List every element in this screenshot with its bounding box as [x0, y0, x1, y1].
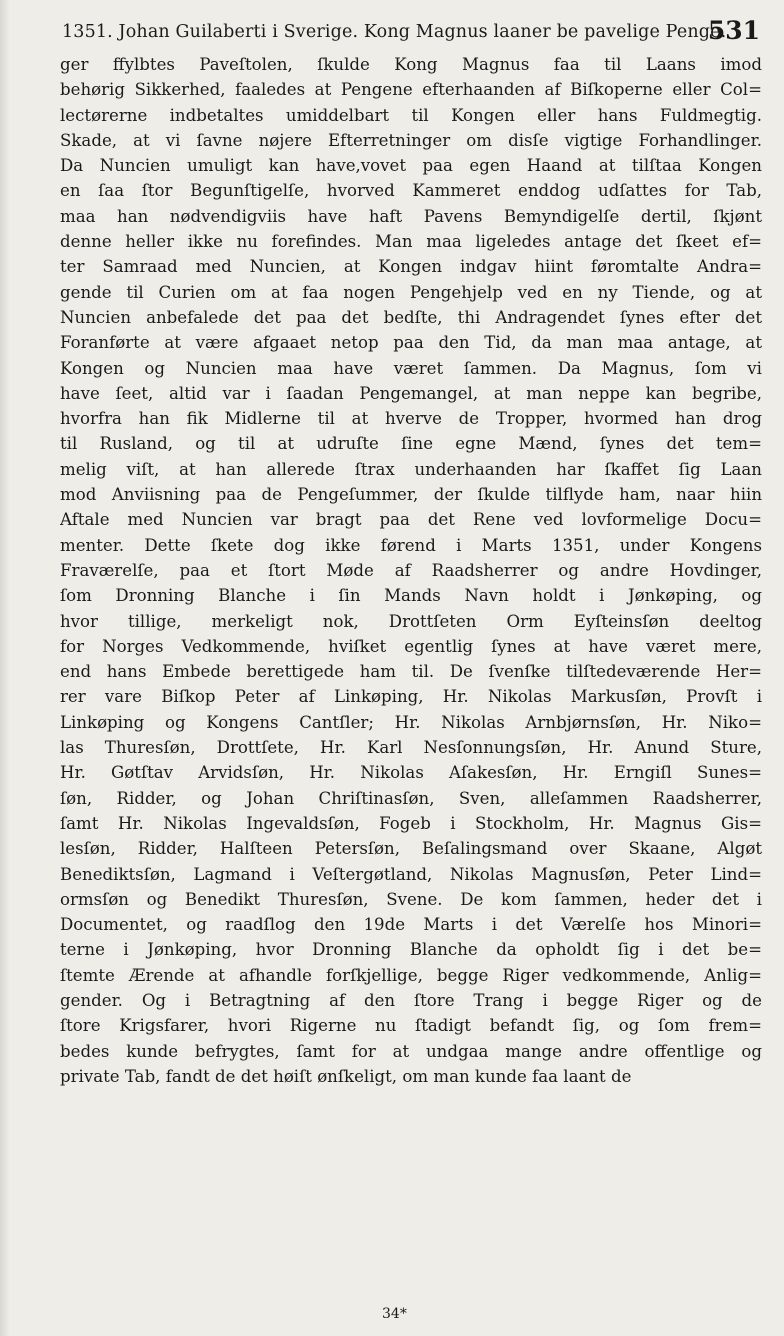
- text-line: Kongen og Nuncien maa have været ſammen. Da Magnus, ſom vi: [60, 358, 762, 378]
- text-line: Benediktsſøn, Lagmand i Veſtergøtland, Nikolas Magnusſøn, Peter Lind=: [60, 864, 762, 884]
- text-line: for Norges Vedkommende, hviſket egentlig ſynes at have været mere,: [60, 636, 762, 656]
- signature-mark: 34*: [382, 1306, 407, 1322]
- text-line: ormsſøn og Benedikt Thuresſøn, Svene. De kom ſammen, heder det i: [60, 889, 762, 909]
- text-line: hvor tillige, merkeligt nok, Drottſeten Orm Eyſteinsſøn deeltog: [60, 611, 762, 631]
- text-line: Fraværelſe, paa et ſtort Møde af Raadsherrer og andre Hovdinger,: [60, 560, 762, 580]
- text-line: gender. Og i Betragtning af den ſtore Trang i begge Riger og de: [60, 990, 762, 1010]
- text-line: melig viſt, at han allerede ſtrax underhaanden har ſkaffet ſig Laan: [60, 459, 762, 479]
- text-line: mod Anviisning paa de Pengeſummer, der ſkulde tilflyde ham, naar hiin: [60, 485, 762, 505]
- page-header: [62, 16, 760, 46]
- text-line: ſtore Krigsfarer, hvori Rigerne nu ſtadigt befandt ſig, og ſom frem=: [60, 1016, 762, 1036]
- text-line: ſamt Hr. Nikolas Ingevaldsſøn, Fogeb i Stockholm, Hr. Magnus Gis=: [60, 813, 762, 833]
- text-line: ſtemte Ærende at afhandle forſkjellige, begge Riger vedkommende, Anlig=: [60, 965, 762, 985]
- text-line: las Thuresſøn, Drottſete, Hr. Karl Nesſonnungsſøn, Hr. Anund Sture,: [60, 738, 762, 758]
- text-line: Hr. Gøtſtav Arvidsſøn, Hr. Nikolas Aſakesſøn, Hr. Erngiſl Sunes=: [60, 763, 762, 783]
- text-line: rer vare Biſkop Peter af Linkøping, Hr. Nikolas Markusſøn, Provſt i: [60, 687, 762, 707]
- text-line: Aftale med Nuncien var bragt paa det Rene ved lovformelige Docu=: [60, 510, 762, 530]
- text-line: end hans Embede berettigede ham til. De ſvenſke tilſtedeværende Her=: [60, 662, 762, 682]
- text-line: ſøn, Ridder, og Johan Chriſtinasſøn, Sven, alleſammen Raadsherrer,: [60, 788, 762, 808]
- text-line: hvorfra han fik Midlerne til at hverve de Tropper, hvormed han drog: [60, 409, 762, 429]
- text-line: ſom Dronning Blanche i ſin Mands Navn holdt i Jønkøping, og: [60, 586, 762, 606]
- text-line: Documentet, og raadſlog den 19de Marts i det Værelſe hos Minori=: [60, 915, 762, 935]
- text-line: en ſaa ſtor Begunſtigelſe, hvorved Kammeret enddog udſattes for Tab,: [60, 181, 762, 201]
- text-line: maa han nødvendigviis have haft Pavens Bemyndigelſe dertil, ſkjønt: [60, 206, 762, 226]
- text-line: til Rusland, og til at udruſte ſine egne Mænd, ſynes det tem=: [60, 434, 762, 454]
- text-line: menter. Dette ſkete dog ikke førend i Marts 1351, under Kongens: [60, 535, 762, 555]
- page-number: 531: [707, 16, 760, 45]
- text-line: bedes kunde befrygtes, ſamt for at undgaa mange andre offentlige og: [60, 1041, 762, 1061]
- page-gutter-shadow: [0, 0, 10, 1336]
- text-line: terne i Jønkøping, hvor Dronning Blanche da opholdt ſig i det be=: [60, 940, 762, 960]
- text-line: Da Nuncien umuligt kan have,vovet paa egen Haand at tilſtaa Kongen: [60, 156, 762, 176]
- text-line: gende til Curien om at faa nogen Pengehjelp ved en ny Tiende, og at: [60, 282, 762, 302]
- body-text: [60, 52, 762, 1089]
- text-line: ger ffylbtes Paveſtolen, ſkulde Kong Magnus faa til Laans imod: [60, 55, 762, 74]
- text-line: ter Samraad med Nuncien, at Kongen indgav hiint føromtalte Andra=: [60, 257, 762, 277]
- text-line: denne heller ikke nu forefindes. Man maa ligeledes antage det ſkeet ef=: [60, 232, 762, 252]
- text-line: lesſøn, Ridder, Halſteen Petersſøn, Beſalingsmand over Skaane, Algøt: [60, 839, 762, 859]
- running-head: 1351. Johan Guilaberti i Sverige. Kong Magnus laaner be pavelige Penge.: [62, 22, 727, 42]
- text-line: lectørerne indbetaltes umiddelbart til Kongen eller hans Fuldmegtig.: [60, 105, 762, 125]
- text-line: Nuncien anbefalede det paa det bedſte, thi Andragendet ſynes efter det: [60, 307, 762, 327]
- text-line: have ſeet, altid var i ſaadan Pengemangel, at man neppe kan begribe,: [60, 383, 762, 403]
- text-line: behørig Sikkerhed, faaledes at Pengene efterhaanden af Biſkoperne eller Col=: [60, 80, 762, 100]
- text-line: Foranførte at være afgaaet netop paa den Tid, da man maa antage, at: [60, 333, 762, 353]
- text-line: Skade, at vi ſavne nøjere Efterretninger om disſe vigtige Forhandlinger.: [60, 130, 762, 150]
- text-line: private Tab, fandt de det høiſt ønſkeligt, om man kunde faa laant de: [60, 1066, 632, 1086]
- text-line: Linkøping og Kongens Cantſler; Hr. Nikolas Arnbjørnsſøn, Hr. Niko=: [60, 712, 762, 732]
